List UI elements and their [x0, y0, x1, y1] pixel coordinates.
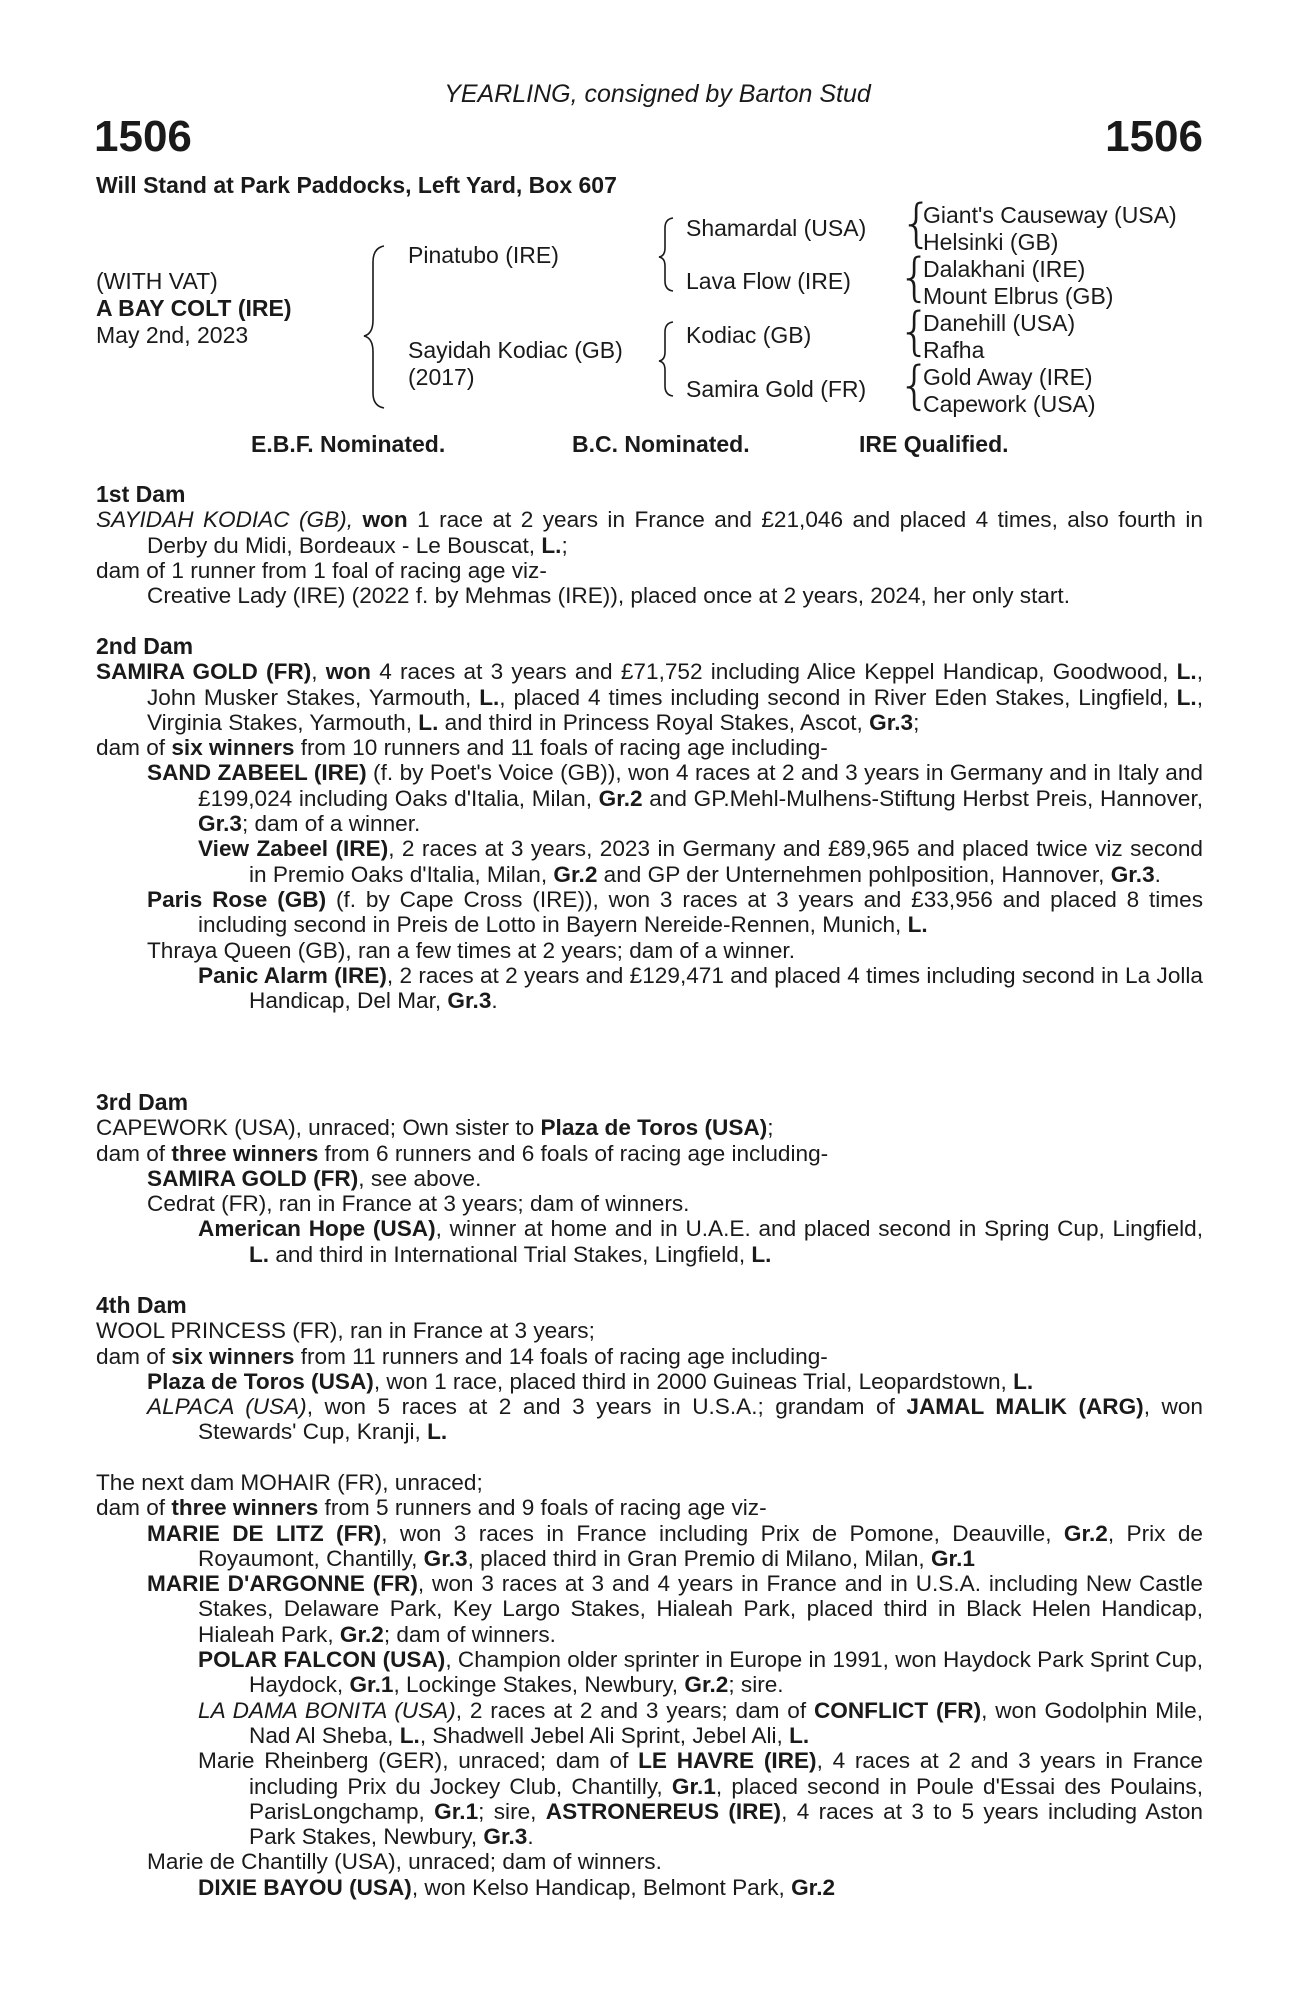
first-dam-produce: dam of 1 runner from 1 foal of racing age viz- — [96, 557, 547, 583]
ebf-nominated: E.B.F. Nominated. — [251, 431, 446, 457]
offspring-cedrat: Cedrat (FR), ran in France at 3 years; dam of winners. — [147, 1191, 690, 1217]
lot-number-right: 1506 — [1105, 112, 1203, 161]
sire-bracket — [659, 218, 673, 291]
vat-label: (WITH VAT) — [96, 268, 218, 294]
main-bracket — [364, 246, 384, 408]
fourth-dam-record: WOOL PRINCESS (FR), ran in France at 3 years; — [96, 1318, 595, 1344]
offspring-la-dama-bonita: LA DAMA BONITA (USA), 2 races at 2 and 3 years; dam of CONFLICT (FR), won Godolphin Mile, Nad Al Sheba, L., Shadwell Jebel Ali Sprint, Jebel Ali, L. — [198, 1697, 1203, 1748]
horse-name: A BAY COLT (IRE) — [96, 295, 292, 321]
brace-1: { — [900, 194, 934, 254]
brace-2: { — [898, 248, 932, 308]
foal-creative-lady: Creative Lady (IRE) (2022 f. by Mehmas (IRE)), placed once at 2 years, 2024, her only start. — [147, 583, 1070, 609]
first-dam-heading: 1st Dam — [96, 481, 186, 507]
ancestor-5: Danehill (USA) — [923, 310, 1076, 336]
offspring-marie-de-chantilly: Marie de Chantilly (USA), unraced; dam of winners. — [147, 1849, 662, 1875]
second-dam-produce: dam of six winners from 10 runners and 11 foals of racing age including- — [96, 735, 828, 761]
sire-name: Pinatubo (IRE) — [408, 242, 559, 268]
ancestor-1: Giant's Causeway (USA) — [923, 202, 1177, 228]
next-dam-produce: dam of three winners from 5 runners and 9 foals of racing age viz- — [96, 1495, 767, 1521]
second-dam-name: SAMIRA GOLD (FR) — [96, 659, 312, 685]
offspring-view-zabeel: View Zabeel (IRE), 2 races at 3 years, 2023 in Germany and £89,965 and placed twice viz second in Premio Oaks d'Italia, Milan, Gr.2 and GP der Unternehmen pohlposition, Hannover, Gr.3. — [198, 836, 1203, 887]
ire-qualified: IRE Qualified. — [859, 431, 1009, 457]
offspring-sand-zabeel: SAND ZABEEL (IRE) (f. by Poet's Voice (GB)), won 4 races at 2 and 3 years in Germany and in Italy and £199,024 including Oaks d'Italia, Milan, Gr.2 and GP.Mehl-Mulhens-Stiftung Herbst Preis, Hannover, Gr.3; dam of a winner. — [147, 760, 1203, 837]
foaled-date: May 2nd, 2023 — [96, 322, 249, 348]
third-dam-produce: dam of three winners from 6 runners and 6 foals of racing age including- — [96, 1140, 829, 1166]
first-dam-record: SAYIDAH KODIAC (GB), won 1 race at 2 years in France and £21,046 and placed 4 times, also fourth in Derby du Midi, Bordeaux - Le Bouscat, L.; — [96, 507, 1203, 558]
lot-number-left: 1506 — [94, 112, 192, 161]
brace-4: { — [898, 356, 932, 416]
offspring-marie-d-argonne: MARIE D'ARGONNE (FR), won 3 races at 3 and 4 years in France and in U.S.A. including New Castle Stakes, Delaware Park, Key Largo Stakes, Hialeah Park, placed third in Black Helen Handicap, Hialeah Park, Gr.2; dam of winners. — [147, 1571, 1204, 1647]
third-dam-heading: 3rd Dam — [96, 1089, 189, 1115]
dam-sire: Kodiac (GB) — [686, 322, 812, 348]
dam-year: (2017) — [408, 364, 475, 390]
offspring-panic-alarm: Panic Alarm (IRE), 2 races at 2 years and £129,471 and placed 4 times including second in La Jolla Handicap, Del Mar, Gr.3. — [198, 962, 1203, 1014]
fourth-dam-section — [96, 1293, 1203, 1445]
offspring-alpaca: ALPACA (USA), won 5 races at 2 and 3 years in U.S.A.; grandam of JAMAL MALIK (ARG), won Stewards' Cup, Kranji, L. — [147, 1394, 1203, 1445]
dam-name: Sayidah Kodiac (GB) — [408, 337, 623, 363]
ancestor-4: Mount Elbrus (GB) — [923, 283, 1114, 309]
dam-bracket — [659, 322, 673, 396]
brace-3: { — [898, 302, 932, 362]
sire-dam: Lava Flow (IRE) — [686, 268, 851, 294]
second-dam-heading: 2nd Dam — [96, 633, 194, 659]
offspring-samira-gold: SAMIRA GOLD (FR), see above. — [147, 1165, 482, 1191]
bc-nominated: B.C. Nominated. — [572, 431, 750, 457]
offspring-american-hope: American Hope (USA), winner at home and in U.A.E. and placed second in Spring Cup, Lingfield, L. and third in International Trial Stakes, Lingfield, L. — [198, 1216, 1203, 1267]
offspring-thraya-queen: Thraya Queen (GB), ran a few times at 2 years; dam of a winner. — [147, 937, 795, 963]
fourth-dam-heading: 4th Dam — [96, 1292, 187, 1318]
second-dam-section — [96, 634, 1203, 1013]
location: Will Stand at Park Paddocks, Left Yard, Box 607 — [96, 172, 617, 198]
second-dam-record: SAMIRA GOLD (FR), won 4 races at 3 years and £71,752 including Alice Keppel Handicap, Goodwood, L., John Musker Stakes, Yarmouth, L., placed 4 times including second in River Eden Stakes, Lingfield, L., Virginia Stakes, Yarmouth, L. and third in Princess Royal Stakes, Ascot, Gr.3; — [96, 659, 1203, 735]
ancestor-6: Rafha — [923, 337, 985, 363]
fourth-dam-produce: dam of six winners from 11 runners and 14 foals of racing age including- — [96, 1343, 828, 1369]
subtitle: YEARLING, consigned by Barton Stud — [444, 80, 871, 108]
ancestor-7: Gold Away (IRE) — [923, 364, 1093, 390]
offspring-plaza-de-toros: Plaza de Toros (USA), won 1 race, placed third in 2000 Guineas Trial, Leopardstown, L. — [147, 1368, 1034, 1394]
third-dam-section — [96, 1090, 1203, 1267]
ancestor-3: Dalakhani (IRE) — [923, 256, 1086, 282]
ancestor-2: Helsinki (GB) — [923, 229, 1059, 255]
offspring-marie-rheinberg: Marie Rheinberg (GER), unraced; dam of LE HAVRE (IRE), 4 races at 2 and 3 years in France including Prix du Jockey Club, Chantilly, Gr.1, placed second in Poule d'Essai des Poulains, ParisLongchamp, Gr.1; sire, ASTRONEREUS (IRE), 4 races at 3 to 5 years including Aston Park Stakes, Newbury, Gr.3. — [198, 1748, 1203, 1850]
next-dam-section — [96, 1470, 1203, 1900]
offspring-marie-de-litz: MARIE DE LITZ (FR), won 3 races in France including Prix de Pomone, Deauville, Gr.2, Prix de Royaumont, Chantilly, Gr.3, placed third in Gran Premio di Milano, Milan, Gr.1 — [147, 1520, 1203, 1571]
offspring-paris-rose: Paris Rose (GB) (f. by Cape Cross (IRE)), won 3 races at 3 years and £33,956 and placed 8 times including second in Preis de Lotto in Bayern Nereide-Rennen, Munich, L. — [147, 886, 1203, 938]
third-dam-record: CAPEWORK (USA), unraced; Own sister to Plaza de Toros (USA); — [96, 1115, 774, 1141]
first-dam-section — [96, 482, 1203, 608]
dam-dam: Samira Gold (FR) — [686, 376, 867, 402]
first-dam-name: SAYIDAH KODIAC (GB), — [96, 507, 353, 533]
offspring-polar-falcon: POLAR FALCON (USA), Champion older sprinter in Europe in 1991, won Haydock Park Sprint Cup, Haydock, Gr.1, Lockinge Stakes, Newbury, Gr.2; sire. — [198, 1647, 1203, 1698]
offspring-dixie-bayou: DIXIE BAYOU (USA), won Kelso Handicap, Belmont Park, Gr.2 — [198, 1874, 836, 1900]
ancestor-8: Capework (USA) — [923, 391, 1096, 417]
won-label: won — [362, 507, 408, 533]
sire-sire: Shamardal (USA) — [686, 215, 867, 241]
next-dam-record: The next dam MOHAIR (FR), unraced; — [96, 1470, 483, 1495]
